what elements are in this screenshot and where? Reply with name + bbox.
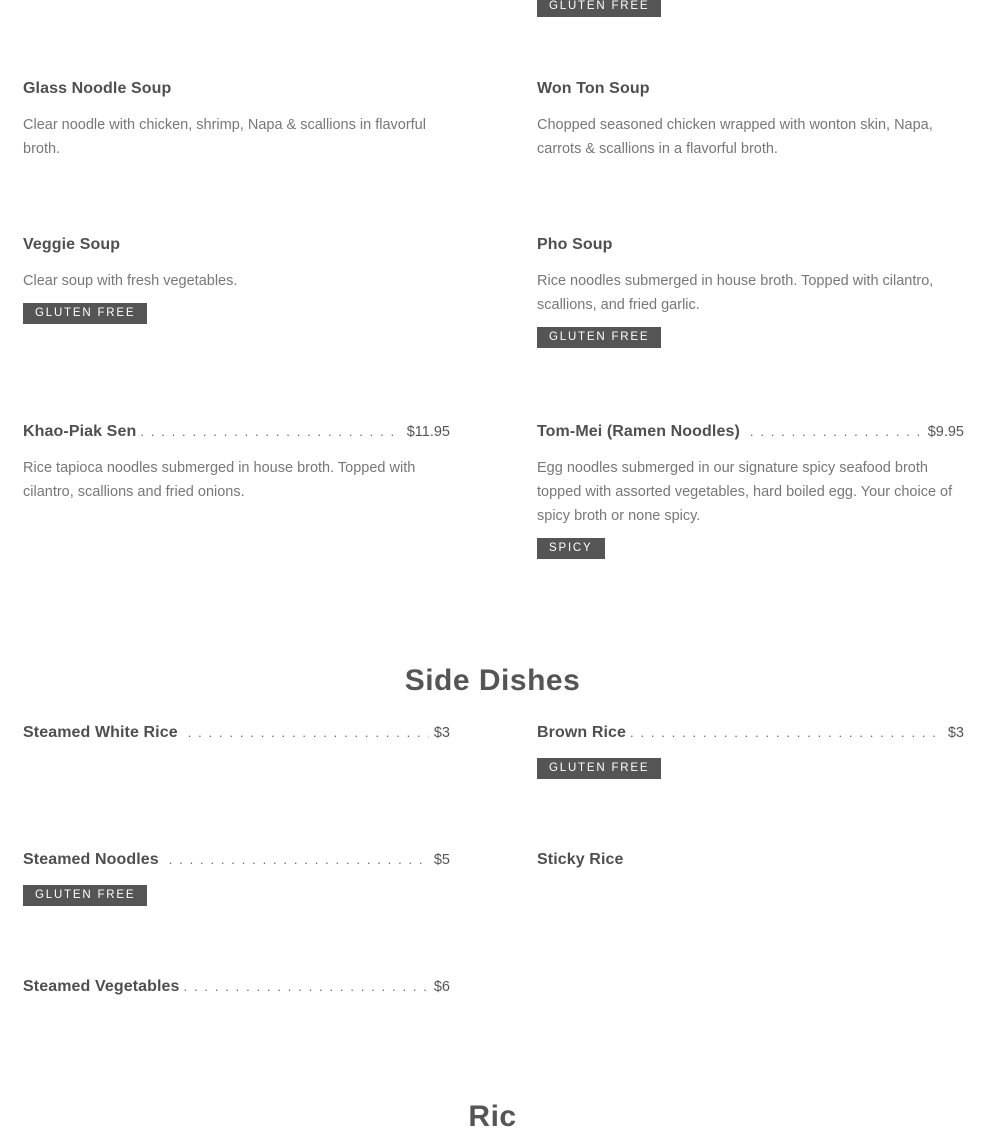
dot-leader: [140, 424, 401, 439]
dot-leader: [750, 424, 923, 439]
item-description: Egg noodles submerged in our signature spicy seafood broth topped with assorted vegetables, hard boiled egg. Your choice of spicy broth or none spicy.: [537, 460, 953, 524]
item-name: Brown Rice: [537, 724, 627, 741]
menu-item-steamed-white-rice: [23, 724, 450, 746]
item-price: $5: [433, 852, 450, 868]
menu-item-steamed-vegetables: [23, 978, 450, 1000]
item-name: Tom-Mei (Ramen Noodles): [537, 423, 740, 440]
item-name: Khao-Piak Sen: [23, 423, 137, 440]
menu-item-pho-soup: [537, 236, 964, 348]
item-name: Veggie Soup: [23, 236, 121, 253]
item-name: Steamed Noodles: [23, 851, 159, 868]
gluten-free-tag: GLUTEN FREE: [23, 885, 147, 906]
item-price: $3: [433, 725, 450, 741]
menu-item-glass-noodle-soup: [23, 80, 450, 161]
item-price: $11.95: [406, 424, 450, 440]
section-title-side-dishes: Side Dishes: [404, 664, 581, 697]
item-name: Won Ton Soup: [537, 80, 650, 97]
menu-item-brown-rice: [537, 724, 964, 779]
item-description: Rice tapioca noodles submerged in house broth. Topped with cilantro, scallions and fried onions.: [23, 460, 416, 500]
menu-item-khao-piak-sen: [23, 423, 450, 504]
gluten-free-badge-top: [537, 0, 964, 17]
item-name: Pho Soup: [537, 236, 613, 253]
item-description: Clear soup with fresh vegetables.: [23, 273, 238, 289]
item-description: Clear noodle with chicken, shrimp, Napa & scallions in flavorful broth.: [23, 117, 426, 157]
item-price: $6: [433, 979, 450, 995]
dot-leader: [184, 979, 429, 994]
menu-item-won-ton-soup: [537, 80, 964, 161]
spicy-tag: SPICY: [537, 538, 605, 559]
dot-leader: [630, 725, 943, 740]
item-price: $3: [947, 725, 964, 741]
item-name: Steamed White Rice: [23, 724, 178, 741]
section-title-next: Ric: [468, 1100, 517, 1133]
item-name: Steamed Vegetables: [23, 978, 180, 995]
gluten-free-tag: GLUTEN FREE: [537, 758, 661, 779]
item-name: Glass Noodle Soup: [23, 80, 172, 97]
gluten-free-tag: GLUTEN FREE: [537, 0, 661, 17]
gluten-free-tag: GLUTEN FREE: [23, 303, 147, 324]
dot-leader: [169, 852, 429, 867]
menu-item-tom-mei: [537, 423, 964, 559]
gluten-free-tag: GLUTEN FREE: [537, 327, 661, 348]
item-description: Rice noodles submerged in house broth. Topped with cilantro, scallions, and fried garlic.: [537, 273, 934, 313]
dot-leader: [188, 725, 429, 740]
item-price: $9.95: [927, 424, 964, 440]
item-description: Chopped seasoned chicken wrapped with wonton skin, Napa, carrots & scallions in a flavorful broth.: [537, 117, 933, 157]
menu-item-sticky-rice: [537, 851, 964, 873]
item-name: Sticky Rice: [537, 851, 624, 868]
menu-item-steamed-noodles: [23, 851, 450, 906]
menu-item-veggie-soup: [23, 236, 450, 324]
